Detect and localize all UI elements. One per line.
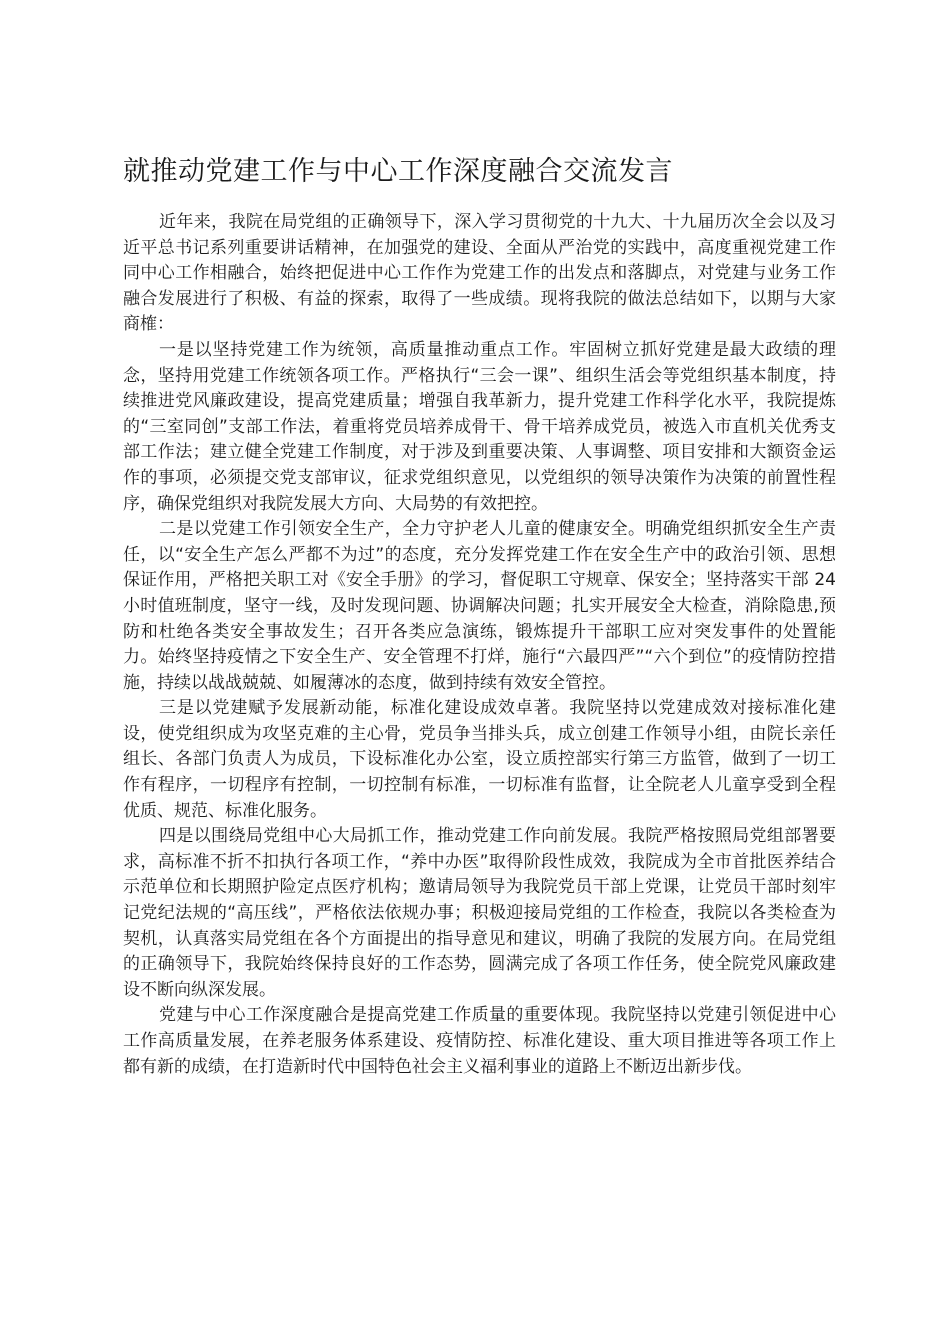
paragraph-point-three: 三是以党建赋予发展新动能，标准化建设成效卓著。我院坚持以党建成效对接标准化建设，使党组织成为攻坚克难的主心骨，党员争当排头兵，成立创建工作领导小组，由院长亲任组长、各部门负责人为成员，下设标准化办公室，设立质控部实行第三方监管，做到了一切工作有程序，一切程序有控制，一切控制有标准，一切标准有监督，让全院老人儿童享受到全程优质、规范、标准化服务。 — [123, 698, 836, 821]
paragraph-conclusion: 党建与中心工作深度融合是提高党建工作质量的重要体现。我院坚持以党建引领促进中心工作高质量发展，在养老服务体系建设、疫情防控、标准化建设、重大项目推进等各项工作上都有新的成绩，在打造新时代中国特色社会主义福利事业的道路上不断迈出新步伐。 — [123, 1005, 836, 1077]
paragraph-point-two: 二是以党建工作引领安全生产，全力守护老人儿童的健康安全。明确党组织抓安全生产责任，以“安全生产怎么严都不为过”的态度，充分发挥党建工作在安全生产中的政治引领、思想保证作用，严格把关职工对《安全手册》的学习，督促职工守规章、保安全；坚持落实干部 24 小时值班制度，坚守一线，及时发现问题、协调解决问题；扎实开展安全大检查，消除隐患,预防和杜绝各类安全事故发生；召开各类应急演练，锻炼提升干部职工应对突发事件的处置能力。始终坚持疫情之下安全生产、安全管理不打烊，施行“六最四严”“六个到位”的疫情防控措施，持续以战战兢兢、如履薄冰的态度，做到持续有效安全管控。 — [123, 519, 836, 693]
document-body — [123, 150, 836, 1080]
paragraph-point-four: 四是以围绕局党组中心大局抓工作，推动党建工作向前发展。我院严格按照局党组部署要求，高标准不折不扣执行各项工作，“养中办医”取得阶段性成效，我院成为全市首批医养结合示范单位和长期照护险定点医疗机构；邀请局领导为我院党员干部上党课，让党员干部时刻牢记党纪法规的“高压线”，严格依法依规办事；积极迎接局党组的工作检查，我院以各类检查为契机，认真落实局党组在各个方面提出的指导意见和建议，明确了我院的发展方向。在局党组的正确领导下，我院始终保持良好的工作态势，圆满完成了各项工作任务，使全院党风廉政建设不断向纵深发展。 — [123, 826, 836, 1000]
paragraph-point-one: 一是以坚持党建工作为统领，高质量推动重点工作。牢固树立抓好党建是最大政绩的理念，坚持用党建工作统领各项工作。严格执行“三会一课”、组织生活会等党组织基本制度，持续推进党风廉政建设，提高党建质量；增强自我革新力，提升党建工作科学化水平，我院提炼的“三室同创”支部工作法，着重将党员培养成骨干、骨干培养成党员，被选入市直机关优秀支部工作法；建立健全党建工作制度，对于涉及到重要决策、人事调整、项目安排和大额资金运作的事项，必须提交党支部审议，征求党组织意见，以党组织的领导决策作为决策的前置性程序，确保党组织对我院发展大方向、大局势的有效把控。 — [123, 339, 836, 514]
document-title: 就推动党建工作与中心工作深度融合交流发言 — [123, 156, 673, 187]
paragraph-intro: 近年来，我院在局党组的正确领导下，深入学习贯彻党的十九大、十九届历次全会以及习近平总书记系列重要讲话精神，在加强党的建设、全面从严治党的实践中，高度重视党建工作同中心工作相融合，始终把促进中心工作作为党建工作的出发点和落脚点，对党建与业务工作融合发展进行了积极、有益的探索，取得了一些成绩。现将我院的做法总结如下，以期与大家商榷： — [123, 212, 836, 335]
